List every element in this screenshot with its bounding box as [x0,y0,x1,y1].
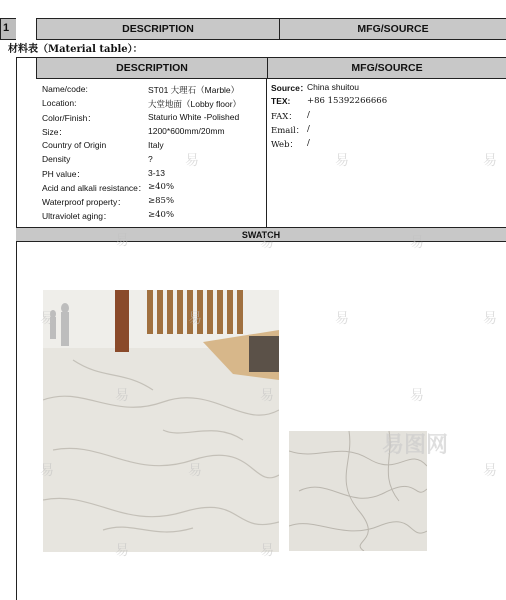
web-label: Web： [271,140,299,150]
watermark-glyph: 易 [335,153,349,169]
top-table-description-header: DESCRIPTION [36,18,280,40]
watermark-glyph: 易 [185,153,199,169]
source-cell [267,79,506,227]
spec-value: 大堂地面（Lobby floor） [148,99,242,109]
material-table-caption: 材料表（Material table）： [8,44,143,55]
spec-label: Acid and alkali resistance： [42,183,147,193]
spec-label: Location: [42,98,77,108]
description-cell [36,79,267,227]
watermark-glyph: 易 [40,311,54,327]
email-value: / [307,124,310,134]
fax-label: FAX： [271,112,297,122]
spec-label: Country of Origin [42,140,107,150]
top-table-marker: 1 [0,18,16,40]
spec-label: PH value： [42,169,85,179]
spec-value: ? [148,154,153,164]
watermark-glyph: 易 [188,463,202,479]
table-left-margin [16,57,36,600]
lobby-photo-graphic [43,290,279,552]
watermark-glyph: 易 [115,543,129,559]
source-label: Source： [271,83,309,93]
watermark-glyph: 易 [40,463,54,479]
spec-label: Color/Finish： [42,113,96,123]
source-value: China shuitou [307,82,359,92]
spec-value: ST01 大理石（Marble） [148,85,240,95]
watermark-glyph: 易 [483,153,497,169]
top-table-source-header: MFG/SOURCE [279,18,506,40]
watermark-glyph: 易 [410,388,424,404]
watermark-glyph: 易 [260,543,274,559]
source-header: MFG/SOURCE [267,57,506,79]
email-label: Email： [271,126,305,136]
spec-value: ≥40% [148,182,175,192]
watermark-glyph: 易 [410,235,424,251]
spec-label: Waterproof property： [42,197,126,207]
spec-value: Staturio White -Polished [148,112,240,122]
spec-value: ≥85% [148,196,175,206]
spec-value: 1200*600mm/20mm [148,126,225,136]
watermark-glyph: 易 [260,235,274,251]
spec-label: Size： [42,127,68,137]
swatch-header: SWATCH [16,227,506,242]
lobby-floor-photo [43,290,279,552]
watermark-glyph: 易 [483,311,497,327]
spec-label: Density [42,154,71,164]
watermark-glyph: 易 [335,311,349,327]
web-value: / [307,138,310,148]
description-header: DESCRIPTION [36,57,268,79]
tex-label: TEX: [271,96,291,106]
watermark-glyph: 易 [115,388,129,404]
watermark-glyph: 易 [115,233,129,249]
spec-label: Name/code: [42,84,88,94]
spec-value: ≥40% [148,210,175,220]
watermark-glyph: 易 [260,388,274,404]
spec-label: Ultraviolet aging： [42,211,112,221]
watermark-glyph: 易 [188,311,202,327]
fax-value: / [307,110,310,120]
spec-value: Italy [148,140,164,150]
watermark-logo: 易图网 [382,432,449,457]
tex-value: +86 15392266666 [307,96,388,106]
watermark-glyph: 易 [483,463,497,479]
spec-value: 3-13 [148,168,166,178]
